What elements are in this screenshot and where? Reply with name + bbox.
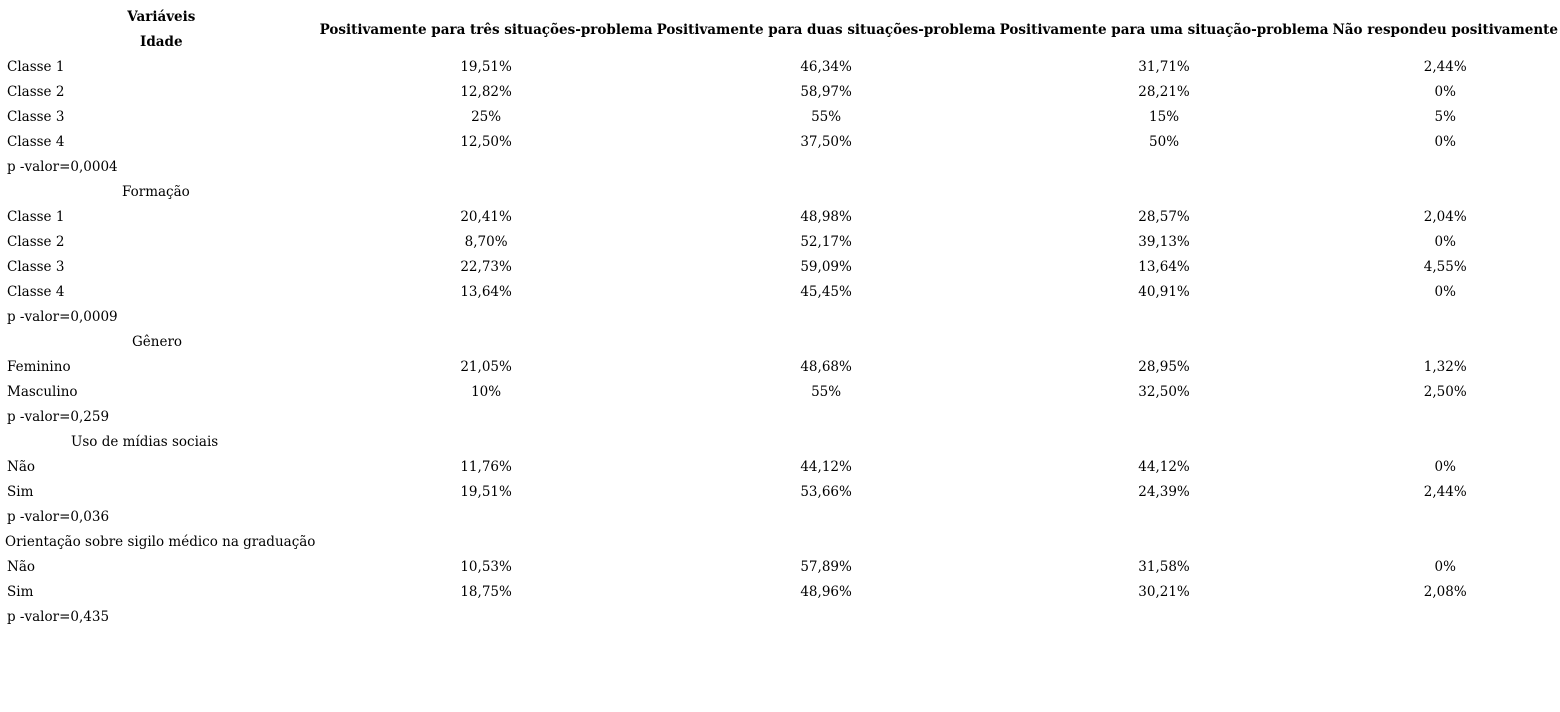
value-two: 48,98% [800, 209, 852, 225]
value-three: 11,76% [460, 459, 512, 475]
empty-cell [1330, 605, 1560, 630]
empty-cell [1330, 180, 1560, 205]
value-two: 37,50% [800, 134, 852, 150]
value-one: 32,50% [1138, 384, 1190, 400]
section-title-row [5, 430, 1560, 455]
table-row [5, 205, 1560, 230]
row-label: Classe 1 [7, 209, 65, 225]
row-label: Feminino [7, 359, 71, 375]
value-three: 12,50% [460, 134, 512, 150]
value-two: 58,97% [800, 84, 852, 100]
table-row [5, 455, 1560, 480]
empty-cell [655, 330, 998, 355]
row-label: Classe 1 [7, 59, 65, 75]
empty-cell [998, 180, 1331, 205]
value-none: 5% [1434, 109, 1456, 125]
value-two: 55% [811, 384, 842, 400]
value-one: 31,71% [1138, 59, 1190, 75]
row-label: Sim [7, 584, 34, 600]
empty-cell [655, 405, 998, 430]
row-label: Classe 4 [7, 134, 65, 150]
empty-cell [1330, 405, 1560, 430]
table-row [5, 80, 1560, 105]
value-three: 19,51% [460, 484, 512, 500]
header-variables-cell [5, 5, 318, 55]
value-one: 28,95% [1138, 359, 1190, 375]
empty-cell [318, 305, 655, 330]
value-one: 24,39% [1138, 484, 1190, 500]
empty-cell [318, 605, 655, 630]
table-row [5, 380, 1560, 405]
empty-cell [1330, 505, 1560, 530]
empty-cell [655, 305, 998, 330]
value-none: 2,04% [1423, 209, 1467, 225]
value-two: 45,45% [800, 284, 852, 300]
table-row [5, 355, 1560, 380]
value-none: 1,32% [1423, 359, 1467, 375]
value-none: 0% [1434, 284, 1456, 300]
results-table [5, 5, 1560, 630]
value-three: 10% [471, 384, 502, 400]
table-row [5, 480, 1560, 505]
empty-cell [1330, 530, 1560, 555]
empty-cell [655, 155, 998, 180]
empty-cell [998, 530, 1331, 555]
empty-cell [998, 330, 1331, 355]
value-three: 12,82% [460, 84, 512, 100]
section-title: Uso de mídias sociais [71, 434, 219, 450]
value-one: 40,91% [1138, 284, 1190, 300]
empty-cell [318, 180, 655, 205]
empty-cell [998, 605, 1331, 630]
row-label: Não [7, 459, 35, 475]
empty-cell [318, 330, 655, 355]
value-three: 25% [471, 109, 502, 125]
value-none: 2,50% [1423, 384, 1467, 400]
value-three: 10,53% [460, 559, 512, 575]
empty-cell [998, 430, 1331, 455]
row-label: Classe 4 [7, 284, 65, 300]
empty-cell [318, 530, 655, 555]
table-row [5, 280, 1560, 305]
empty-cell [1330, 330, 1560, 355]
value-two: 53,66% [800, 484, 852, 500]
empty-cell [655, 180, 998, 205]
row-label: Classe 2 [7, 234, 65, 250]
value-one: 44,12% [1138, 459, 1190, 475]
table-row [5, 230, 1560, 255]
table-row [5, 130, 1560, 155]
value-none: 0% [1434, 459, 1456, 475]
value-one: 15% [1149, 109, 1180, 125]
value-one: 39,13% [1138, 234, 1190, 250]
value-none: 2,44% [1423, 484, 1467, 500]
row-label: Classe 2 [7, 84, 65, 100]
pvalue: p -valor=0,259 [7, 409, 110, 425]
row-label: Não [7, 559, 35, 575]
section-title-row [5, 180, 1560, 205]
pvalue: p -valor=0,0009 [7, 309, 118, 325]
value-three: 21,05% [460, 359, 512, 375]
value-one: 30,21% [1138, 584, 1190, 600]
value-three: 8,70% [464, 234, 508, 250]
empty-cell [1330, 430, 1560, 455]
row-label: Classe 3 [7, 109, 65, 125]
table-row [5, 105, 1560, 130]
value-three: 13,64% [460, 284, 512, 300]
empty-cell [318, 505, 655, 530]
value-three: 22,73% [460, 259, 512, 275]
value-two: 44,12% [800, 459, 852, 475]
empty-cell [998, 405, 1331, 430]
empty-cell [1330, 155, 1560, 180]
value-three: 18,75% [460, 584, 512, 600]
pvalue-row [5, 405, 1560, 430]
header-section-idade: Idade [140, 34, 183, 50]
header-col-three: Positivamente para três situações-problema [319, 21, 653, 38]
section-title-row [5, 330, 1560, 355]
empty-cell [655, 505, 998, 530]
value-none: 0% [1434, 234, 1456, 250]
empty-cell [655, 430, 998, 455]
row-label: Classe 3 [7, 259, 65, 275]
value-two: 46,34% [800, 59, 852, 75]
value-none: 2,08% [1423, 584, 1467, 600]
row-label: Masculino [7, 384, 78, 400]
pvalue: p -valor=0,435 [7, 609, 110, 625]
value-one: 31,58% [1138, 559, 1190, 575]
header-col-one: Positivamente para uma situação-problema [999, 21, 1329, 38]
pvalue-row [5, 605, 1560, 630]
value-two: 55% [811, 109, 842, 125]
value-one: 28,21% [1138, 84, 1190, 100]
value-three: 20,41% [460, 209, 512, 225]
pvalue-row [5, 155, 1560, 180]
empty-cell [318, 430, 655, 455]
table-row [5, 255, 1560, 280]
table-row [5, 55, 1560, 80]
value-two: 57,89% [800, 559, 852, 575]
value-two: 59,09% [800, 259, 852, 275]
section-title: Gênero [132, 334, 183, 350]
table-row [5, 555, 1560, 580]
header-variaveis: Variáveis [127, 9, 196, 25]
row-label: Sim [7, 484, 34, 500]
value-none: 0% [1434, 84, 1456, 100]
value-two: 48,68% [800, 359, 852, 375]
value-none: 0% [1434, 559, 1456, 575]
empty-cell [655, 605, 998, 630]
pvalue: p -valor=0,0004 [7, 159, 118, 175]
header-col-two: Positivamente para duas situações-problema [656, 21, 996, 38]
empty-cell [655, 530, 998, 555]
value-two: 48,96% [800, 584, 852, 600]
pvalue-row [5, 305, 1560, 330]
value-none: 2,44% [1423, 59, 1467, 75]
section-title-row [5, 530, 1560, 555]
value-one: 50% [1149, 134, 1180, 150]
empty-cell [998, 155, 1331, 180]
section-title: Formação [122, 184, 190, 200]
value-none: 0% [1434, 134, 1456, 150]
value-one: 28,57% [1138, 209, 1190, 225]
value-three: 19,51% [460, 59, 512, 75]
empty-cell [318, 155, 655, 180]
empty-cell [998, 505, 1331, 530]
table-row [5, 580, 1560, 605]
value-none: 4,55% [1423, 259, 1467, 275]
section-title: Orientação sobre sigilo médico na graduação [5, 534, 316, 550]
value-one: 13,64% [1138, 259, 1190, 275]
empty-cell [318, 405, 655, 430]
header-col-none: Não respondeu positivamente [1332, 21, 1558, 38]
value-two: 52,17% [800, 234, 852, 250]
pvalue-row [5, 505, 1560, 530]
pvalue: p -valor=0,036 [7, 509, 110, 525]
empty-cell [1330, 305, 1560, 330]
empty-cell [998, 305, 1331, 330]
